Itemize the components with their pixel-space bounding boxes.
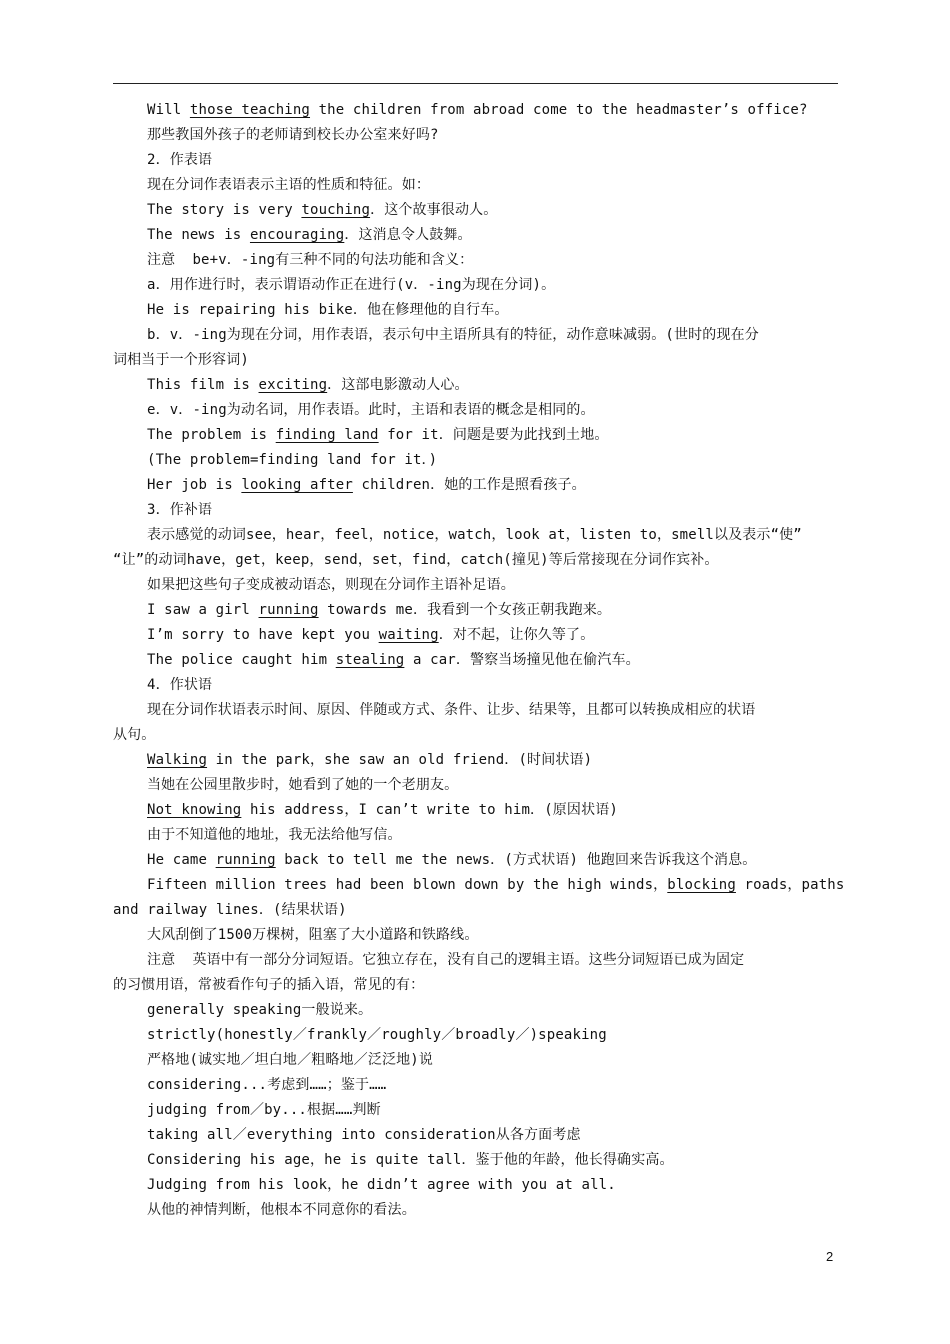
text-line (113, 873, 845, 898)
text-segment: (The problem=finding land for it．) (147, 452, 438, 468)
text-line (113, 1098, 839, 1123)
text-line (113, 1173, 839, 1198)
text-segment: 由于不知道他的地址，我无法给他写信。 (147, 827, 402, 843)
text-line (113, 248, 839, 273)
text-segment: “让”的动词have，get，keep，send，set，find，catch(撞见)等后常接现在分词作宾补。 (113, 552, 719, 568)
text-segment: 注意 be+v．-ing有三种不同的句法功能和含义： (147, 252, 474, 268)
document-body (113, 98, 845, 1223)
text-line (113, 573, 839, 598)
text-line (113, 798, 839, 823)
text-line (113, 273, 839, 298)
text-segment: children．她的工作是照看孩子。 (352, 477, 586, 493)
text-line (113, 923, 839, 948)
text-segment: 严格地(诚实地／坦白地／粗略地／泛泛地)说 (147, 1052, 434, 1068)
text-segment: 4．作状语 (147, 677, 213, 693)
text-line (113, 348, 839, 373)
text-line (113, 423, 839, 448)
text-segment: 表示感觉的动词see，hear，feel，notice，watch，look at，listen to，smell以及表示“使” (147, 527, 802, 543)
underlined-phrase: looking after (241, 477, 353, 493)
text-segment: 那些教国外孩子的老师请到校长办公室来好吗? (147, 127, 439, 143)
text-segment: He is repairing his bike．他在修理他的自行车。 (147, 302, 509, 318)
underlined-phrase: running (215, 852, 276, 868)
text-line (113, 898, 839, 923)
text-segment: a car．警察当场撞见他在偷汽车。 (404, 652, 640, 668)
text-segment: Her job is (147, 477, 242, 493)
text-line (113, 973, 839, 998)
text-segment: b．v．-ing为现在分词，用作表语，表示句中主语所具有的特征，动作意味减弱。(世时的现在分 (147, 327, 759, 343)
text-line (113, 648, 839, 673)
text-segment: 从句。 (113, 727, 156, 743)
text-segment: towards me．我看到一个女孩正朝我跑来。 (318, 602, 612, 618)
text-segment: ．对不起，让你久等了。 (438, 627, 595, 643)
text-segment: 当她在公园里散步时，她看到了她的一个老朋友。 (147, 777, 459, 793)
text-line (113, 598, 839, 623)
text-segment: ．这个故事很动人。 (370, 202, 498, 218)
text-line (113, 773, 839, 798)
text-line (113, 748, 839, 773)
text-line (113, 523, 839, 548)
underlined-phrase: exciting (258, 377, 328, 393)
text-segment: Will (147, 102, 190, 118)
text-line (113, 848, 839, 873)
text-segment: generally speaking一般说来。 (147, 1002, 373, 1018)
text-segment: I saw a girl (147, 602, 259, 618)
text-line (113, 623, 839, 648)
text-line (113, 548, 839, 573)
text-segment: strictly(honestly／frankly／roughly／broadly／)speaking (147, 1027, 607, 1043)
underlined-phrase: touching (301, 202, 371, 218)
underlined-phrase: stealing (335, 652, 405, 668)
underlined-phrase: running (258, 602, 319, 618)
text-line (113, 698, 839, 723)
text-segment: I’m sorry to have kept you (147, 627, 379, 643)
text-segment: ．这部电影激动人心。 (327, 377, 469, 393)
underlined-phrase: those teaching (189, 102, 311, 118)
text-line (113, 473, 839, 498)
text-segment: Considering his age，he is quite tall．鉴于他的年龄，他长得确实高。 (147, 1152, 674, 1168)
text-segment: judging from／by...根据……判断 (147, 1102, 381, 1118)
text-segment: for it．问题是要为此找到土地。 (378, 427, 609, 443)
text-segment: This film is (147, 377, 259, 393)
text-line (113, 1048, 839, 1073)
underlined-phrase: finding land (275, 427, 379, 443)
text-segment: 现在分词作表语表示主语的性质和特征。如： (147, 177, 430, 193)
text-line (113, 1073, 839, 1098)
text-line (113, 123, 839, 148)
text-segment: The news is (147, 227, 250, 243)
header-rule (113, 83, 838, 84)
underlined-phrase: blocking (667, 877, 736, 893)
text-line (113, 223, 839, 248)
text-line (113, 998, 839, 1023)
text-line (113, 1123, 839, 1148)
text-line (113, 1148, 839, 1173)
text-line (113, 1023, 839, 1048)
text-segment: Judging from his look，he didn’t agree with you at all. (147, 1177, 616, 1193)
text-segment: The problem is (147, 427, 276, 443)
text-segment: in the park，she saw an old friend．(时间状语) (207, 752, 593, 768)
text-segment: 的习惯用语，常被看作句子的插入语，常见的有： (113, 977, 425, 993)
text-segment: back to tell me the news．(方式状语) 他跑回来告诉我这个消息。 (275, 852, 757, 868)
text-line (113, 148, 839, 173)
underlined-phrase: encouraging (249, 227, 345, 243)
text-segment: 现在分词作状语表示时间、原因、伴随或方式、条件、让步、结果等，且都可以转换成相应的状语 (147, 702, 756, 718)
text-segment: taking all／everything into consideration从各方面考虑 (147, 1127, 581, 1143)
text-segment: 词相当于一个形容词) (113, 352, 249, 368)
text-line (113, 398, 839, 423)
text-segment: e．v．-ing为动名词，用作表语。此时，主语和表语的概念是相同的。 (147, 402, 595, 418)
text-segment: and railway lines．(结果状语) (113, 902, 347, 918)
text-line (113, 948, 839, 973)
text-segment: 注意 英语中有一部分分词短语。它独立存在，没有自己的逻辑主语。这些分词短语已成为固定 (147, 952, 745, 968)
text-segment: the children from abroad come to the headmaster’s office? (310, 102, 808, 118)
text-line (113, 498, 839, 523)
text-segment: 2．作表语 (147, 152, 213, 168)
underlined-phrase: Walking (147, 752, 208, 768)
text-segment: The police caught him (147, 652, 336, 668)
underlined-phrase: Not knowing (147, 802, 242, 818)
text-segment: his address，I can’t write to him．(原因状语) (241, 802, 618, 818)
text-segment: 3．作补语 (147, 502, 213, 518)
underlined-phrase: waiting (378, 627, 439, 643)
text-line (113, 198, 839, 223)
text-segment: 大风刮倒了1500万棵树，阻塞了大小道路和铁路线。 (147, 927, 479, 943)
text-segment: 从他的神情判断，他根本不同意你的看法。 (147, 1202, 416, 1218)
text-line (113, 323, 839, 348)
text-segment: The story is very (147, 202, 302, 218)
text-segment: ．这消息令人鼓舞。 (344, 227, 472, 243)
text-line (113, 298, 839, 323)
page-number: 2 (826, 1249, 834, 1264)
text-segment: considering...考虑到……；鉴于…… (147, 1077, 387, 1093)
text-segment: He came (147, 852, 216, 868)
text-segment: Fifteen million trees had been blown down by the high winds， (147, 877, 668, 893)
text-line (113, 673, 839, 698)
text-segment: a．用作进行时，表示谓语动作正在进行(v．-ing为现在分词)。 (147, 277, 556, 293)
text-line (113, 373, 839, 398)
text-line (113, 823, 839, 848)
text-line (113, 173, 839, 198)
text-line (113, 448, 839, 473)
text-line (113, 723, 839, 748)
text-line (113, 1198, 839, 1223)
text-segment: 如果把这些句子变成被动语态，则现在分词作主语补足语。 (147, 577, 515, 593)
text-line (113, 98, 839, 123)
text-segment: roads，paths (735, 877, 845, 893)
